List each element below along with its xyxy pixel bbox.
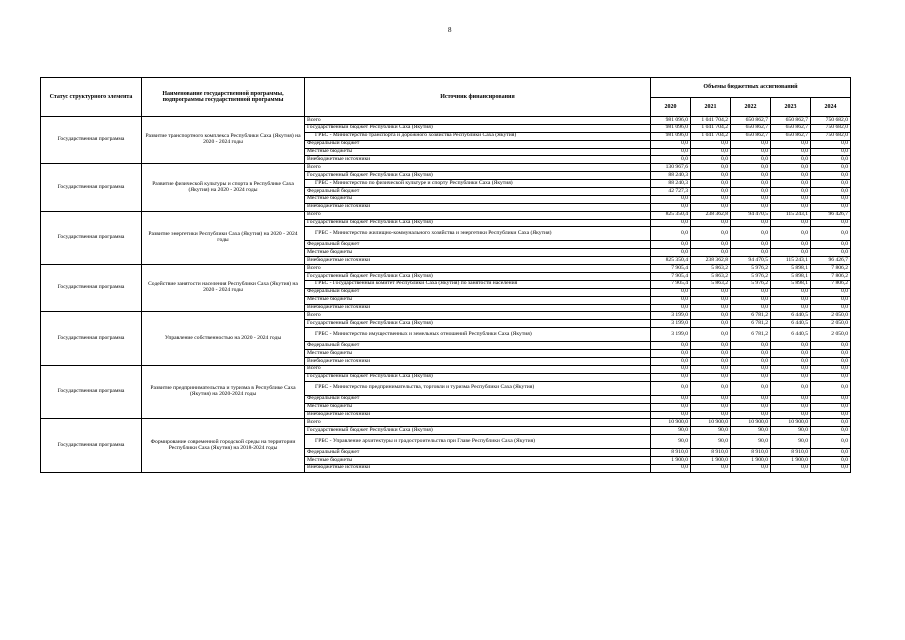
program-name: Содействие занятости населения Республики Саха (Якутия) на 2020 - 2024 годы [142,265,305,312]
budget-value: 0,0 [771,288,811,296]
budget-value: 10 900,0 [691,419,731,427]
budget-value: 0,0 [731,358,771,366]
budget-value: 5 898,1 [771,280,811,288]
budget-value: 90,0 [691,435,731,449]
budget-value: 96 426,7 [811,211,851,219]
budget-value: 88 240,3 [651,172,691,180]
budget-value: 0,0 [811,365,851,373]
budget-value: 0,0 [771,381,811,395]
funding-source: Государственный бюджет Республики Саха (Якутия) [305,219,651,227]
budget-value: 6 440,5 [771,312,811,320]
program-status: Государственная программа [41,211,142,264]
budget-value: 6 781,2 [731,312,771,320]
budget-value: 0,0 [651,358,691,366]
budget-value: 0,0 [691,180,731,188]
budget-value: 90,0 [651,427,691,435]
budget-value: 0,0 [651,249,691,257]
budget-value: 7 905,4 [651,265,691,273]
budget-value: 42 727,3 [651,188,691,196]
budget-value: 2 050,0 [811,328,851,342]
budget-value: 0,0 [651,227,691,241]
budget-value: 0,0 [771,395,811,403]
program-status: Государственная программа [41,265,142,312]
funding-source: Всего [305,164,651,172]
budget-value: 981 096,0 [651,124,691,132]
budget-value: 1 900,0 [691,457,731,465]
funding-source: Местные бюджеты [305,195,651,203]
budget-value: 90,0 [691,427,731,435]
budget-value: 0,0 [691,395,731,403]
budget-value: 0,0 [771,219,811,227]
funding-source: Местные бюджеты [305,457,651,465]
budget-value: 0,0 [651,381,691,395]
budget-value: 0,0 [691,296,731,304]
budget-value: 0,0 [731,195,771,203]
budget-value: 0,0 [771,188,811,196]
budget-value: 0,0 [811,164,851,172]
funding-source: Внебюджетные источники [305,464,651,472]
budget-value: 0,0 [691,304,731,312]
budget-value: 0,0 [731,219,771,227]
budget-value: 0,0 [651,411,691,419]
budget-value: 5 898,1 [771,273,811,281]
budget-value: 0,0 [691,156,731,164]
program-status: Государственная программа [41,117,142,164]
funding-source: ГРБС - Государственный комитет Республики Саха (Якутия) по занятости населения [305,280,651,288]
funding-source: ГРБС - Министерство транспорта и дорожного хозяйства Республики Саха (Якутия) [305,132,651,140]
budget-value: 0,0 [811,296,851,304]
header-year: 2021 [691,97,731,117]
budget-value: 981 096,0 [651,117,691,125]
budget-value: 750 682,0 [811,132,851,140]
budget-value: 0,0 [691,249,731,257]
budget-value: 0,0 [771,241,811,249]
budget-value: 96 426,7 [811,257,851,265]
budget-value: 0,0 [731,403,771,411]
table-row [41,265,851,273]
program-status: Государственная программа [41,419,142,472]
budget-value: 1 900,0 [731,457,771,465]
funding-source: Местные бюджеты [305,403,651,411]
budget-value: 0,0 [811,464,851,472]
budget-value: 0,0 [771,296,811,304]
budget-value: 0,0 [771,195,811,203]
budget-value: 1 041 704,2 [691,124,731,132]
budget-value: 0,0 [811,411,851,419]
budget-value: 94 470,5 [731,211,771,219]
budget-value: 8 910,0 [691,449,731,457]
budget-value: 0,0 [731,140,771,148]
budget-value: 3 199,0 [651,328,691,342]
budget-value: 0,0 [731,464,771,472]
program-name: Формирование современной городской среды на территории Республики Саха (Якутия) на 2018-2024 годы [142,419,305,472]
budget-value: 0,0 [811,342,851,350]
budget-value: 0,0 [691,227,731,241]
budget-value: 115 243,1 [771,211,811,219]
funding-source: Всего [305,265,651,273]
budget-value: 750 682,0 [811,117,851,125]
budget-value: 3 199,0 [651,312,691,320]
funding-source: Внебюджетные источники [305,156,651,164]
budget-value: 0,0 [811,140,851,148]
header-year: 2024 [811,97,851,117]
budget-value: 0,0 [811,241,851,249]
budget-value: 8 910,0 [731,449,771,457]
budget-value: 0,0 [811,156,851,164]
budget-value: 0,0 [731,164,771,172]
budget-value: 0,0 [811,427,851,435]
budget-value: 0,0 [731,304,771,312]
budget-value: 0,0 [651,464,691,472]
budget-value: 0,0 [651,241,691,249]
budget-value: 0,0 [771,358,811,366]
budget-value: 0,0 [691,312,731,320]
table-row [41,164,851,172]
program-name: Управление собственностью на 2020 - 2024 годы [142,312,305,365]
budget-value: 0,0 [731,296,771,304]
header-year: 2022 [731,97,771,117]
budget-value: 238 362,8 [691,257,731,265]
budget-value: 6 440,5 [771,320,811,328]
budget-value: 0,0 [691,241,731,249]
budget-value: 0,0 [651,304,691,312]
budget-value: 0,0 [811,203,851,211]
budget-value: 0,0 [651,373,691,381]
budget-value: 0,0 [771,411,811,419]
budget-value: 0,0 [691,358,731,366]
funding-source: Федеральный бюджет [305,288,651,296]
budget-value: 0,0 [691,219,731,227]
budget-value: 0,0 [651,140,691,148]
budget-value: 0,0 [771,304,811,312]
funding-source: Государственный бюджет Республики Саха (Якутия) [305,320,651,328]
budget-value: 825 350,4 [651,211,691,219]
program-name: Развитие физической культуры и спорта в Республике Саха (Якутия) на 2020 - 2024 годы [142,164,305,211]
budget-value: 0,0 [811,457,851,465]
header-volumes: Объемы бюджетных ассигнований [651,78,851,98]
budget-value: 0,0 [731,365,771,373]
budget-value: 0,0 [651,148,691,156]
budget-value: 0,0 [691,328,731,342]
budget-value: 0,0 [731,172,771,180]
budget-value: 0,0 [731,156,771,164]
budget-value: 90,0 [731,427,771,435]
budget-value: 0,0 [771,403,811,411]
budget-value: 650 862,7 [771,124,811,132]
funding-source: Федеральный бюджет [305,342,651,350]
budget-value: 0,0 [811,148,851,156]
budget-value: 0,0 [731,373,771,381]
budget-value: 0,0 [651,403,691,411]
table-body [41,117,851,473]
budget-value: 90,0 [651,435,691,449]
funding-source: ГРБС - Министерство предпринимательства, торговли и туризма Республики Саха (Якутия) [305,381,651,395]
budget-value: 650 862,7 [731,124,771,132]
funding-source: Государственный бюджет Республики Саха (Якутия) [305,273,651,281]
budget-value: 90,0 [771,435,811,449]
budget-value: 0,0 [771,172,811,180]
budget-value: 0,0 [811,419,851,427]
budget-value: 0,0 [691,172,731,180]
budget-value: 0,0 [771,249,811,257]
funding-source: ГРБС - Министерство жилищно-коммунального хозяйства и энергетики Республики Саха (Якутия) [305,227,651,241]
budget-value: 0,0 [771,140,811,148]
budget-value: 0,0 [811,172,851,180]
budget-value: 0,0 [731,203,771,211]
budget-value: 0,0 [651,219,691,227]
budget-value: 0,0 [691,288,731,296]
budget-value: 0,0 [771,350,811,358]
funding-source: ГРБС - Министерство по физической культуре и спорту Республики Саха (Якутия) [305,180,651,188]
header-status: Статус структурного элемента [41,78,142,117]
budget-value: 5 976,2 [731,273,771,281]
budget-value: 0,0 [691,373,731,381]
budget-value: 0,0 [811,180,851,188]
budget-value: 6 440,5 [771,328,811,342]
budget-value: 0,0 [691,188,731,196]
budget-value: 1 041 704,2 [691,117,731,125]
budget-value: 88 240,3 [651,180,691,188]
funding-source: Государственный бюджет Республики Саха (Якутия) [305,427,651,435]
table-row [41,312,851,320]
budget-value: 5 898,1 [771,265,811,273]
budget-table [40,77,851,473]
budget-value: 5 863,2 [691,280,731,288]
budget-value: 0,0 [771,365,811,373]
budget-value: 2 050,0 [811,320,851,328]
funding-source: Всего [305,312,651,320]
funding-source: Федеральный бюджет [305,140,651,148]
program-status: Государственная программа [41,312,142,365]
budget-value: 0,0 [811,304,851,312]
budget-value: 0,0 [691,148,731,156]
budget-value: 1 041 704,2 [691,132,731,140]
funding-source: Внебюджетные источники [305,411,651,419]
budget-value: 5 976,2 [731,265,771,273]
budget-value: 0,0 [811,435,851,449]
budget-value: 8 910,0 [651,449,691,457]
budget-value: 0,0 [691,411,731,419]
budget-value: 0,0 [691,320,731,328]
funding-source: Всего [305,117,651,125]
budget-value: 0,0 [731,288,771,296]
budget-value: 0,0 [811,188,851,196]
budget-value: 0,0 [771,148,811,156]
budget-value: 0,0 [811,373,851,381]
budget-value: 0,0 [731,148,771,156]
budget-value: 0,0 [731,249,771,257]
budget-value: 0,0 [811,195,851,203]
budget-value: 90,0 [771,427,811,435]
budget-value: 0,0 [651,156,691,164]
budget-value: 238 362,8 [691,211,731,219]
budget-value: 0,0 [771,464,811,472]
header-source: Источник финансирования [305,78,651,117]
funding-source: Местные бюджеты [305,148,651,156]
budget-value: 5 863,2 [691,273,731,281]
budget-value: 0,0 [811,395,851,403]
table-row [41,211,851,219]
budget-value: 0,0 [651,342,691,350]
budget-value: 0,0 [651,296,691,304]
table-row [41,419,851,427]
funding-source: Государственный бюджет Республики Саха (Якутия) [305,373,651,381]
budget-value: 981 096,0 [651,132,691,140]
budget-value: 0,0 [731,411,771,419]
program-name: Развитие энергетики Республики Саха (Якутия) на 2020 - 2024 годы [142,211,305,264]
budget-value: 3 199,0 [651,320,691,328]
funding-source: Федеральный бюджет [305,449,651,457]
table-row [41,117,851,125]
budget-value: 0,0 [771,203,811,211]
budget-value: 0,0 [771,373,811,381]
budget-value: 0,0 [811,249,851,257]
budget-value: 6 781,2 [731,328,771,342]
budget-value: 0,0 [771,180,811,188]
budget-value: 0,0 [691,140,731,148]
budget-value: 7 806,2 [811,265,851,273]
budget-value: 0,0 [811,358,851,366]
budget-value: 0,0 [651,365,691,373]
budget-value: 10 900,0 [731,419,771,427]
budget-value: 0,0 [731,188,771,196]
budget-value: 94 470,5 [731,257,771,265]
funding-source: ГРБС - Управление архитектуры и градостроительства при Главе Республики Саха (Якутия) [305,435,651,449]
budget-value: 0,0 [771,342,811,350]
budget-value: 0,0 [651,288,691,296]
funding-source: Государственный бюджет Республики Саха (Якутия) [305,172,651,180]
funding-source: Всего [305,419,651,427]
funding-source: Государственный бюджет Республики Саха (Якутия) [305,124,651,132]
budget-value: 0,0 [731,342,771,350]
program-status: Государственная программа [41,164,142,211]
funding-source: ГРБС - Министерство имущественных и земельных отношений Республики Саха (Якутия) [305,328,651,342]
budget-value: 0,0 [811,403,851,411]
program-name: Развитие транспортного комплекса Республики Саха (Якутия) на 2020 - 2024 годы [142,117,305,164]
budget-value: 10 900,0 [651,419,691,427]
header-year: 2020 [651,97,691,117]
budget-value: 650 862,7 [771,132,811,140]
budget-value: 0,0 [731,350,771,358]
budget-value: 0,0 [691,350,731,358]
budget-value: 0,0 [651,395,691,403]
budget-value: 0,0 [651,203,691,211]
budget-value: 650 862,7 [731,132,771,140]
funding-source: Местные бюджеты [305,249,651,257]
funding-source: Всего [305,211,651,219]
budget-value: 2 050,0 [811,312,851,320]
budget-value: 115 243,1 [771,257,811,265]
budget-value: 1 900,0 [771,457,811,465]
budget-value: 0,0 [651,195,691,203]
budget-value: 0,0 [811,219,851,227]
budget-value: 0,0 [691,464,731,472]
header-year: 2023 [771,97,811,117]
budget-value: 750 682,0 [811,124,851,132]
funding-source: Федеральный бюджет [305,395,651,403]
budget-value: 7 806,2 [811,273,851,281]
budget-value: 0,0 [691,381,731,395]
budget-value: 0,0 [731,395,771,403]
budget-value: 130 967,6 [651,164,691,172]
funding-source: Местные бюджеты [305,296,651,304]
budget-value: 7 806,2 [811,280,851,288]
funding-source: Федеральный бюджет [305,188,651,196]
budget-value: 0,0 [811,449,851,457]
budget-value: 8 910,0 [771,449,811,457]
budget-value: 0,0 [811,288,851,296]
budget-value: 5 863,2 [691,265,731,273]
budget-value: 10 900,0 [771,419,811,427]
budget-value: 0,0 [691,403,731,411]
budget-value: 0,0 [691,195,731,203]
table-row [41,365,851,373]
budget-value: 1 900,0 [651,457,691,465]
budget-value: 0,0 [731,381,771,395]
budget-value: 0,0 [731,227,771,241]
funding-source: Внебюджетные источники [305,358,651,366]
funding-source: Внебюджетные источники [305,257,651,265]
funding-source: Внебюджетные источники [305,304,651,312]
budget-value: 0,0 [811,350,851,358]
program-name: Развитие предпринимательства и туризма в Республике Саха (Якутия) на 2020-2024 годы [142,365,305,418]
budget-value: 0,0 [691,342,731,350]
budget-value: 0,0 [771,227,811,241]
budget-value: 6 781,2 [731,320,771,328]
funding-source: Местные бюджеты [305,350,651,358]
program-status: Государственная программа [41,365,142,418]
funding-source: Всего [305,365,651,373]
budget-value: 0,0 [811,381,851,395]
budget-value: 650 862,7 [731,117,771,125]
header-name: Наименование государственной программы, подпрограммы государственной программы [142,78,305,117]
budget-value: 0,0 [651,350,691,358]
budget-value: 0,0 [731,241,771,249]
funding-source: Внебюджетные источники [305,203,651,211]
budget-value: 5 976,2 [731,280,771,288]
page-number: 8 [448,26,452,34]
budget-value: 0,0 [691,365,731,373]
budget-value: 0,0 [731,180,771,188]
budget-value: 0,0 [691,164,731,172]
budget-value: 0,0 [811,227,851,241]
budget-value: 7 905,4 [651,273,691,281]
budget-value: 825 350,4 [651,257,691,265]
budget-value: 90,0 [731,435,771,449]
budget-value: 7 905,4 [651,280,691,288]
budget-value: 0,0 [771,164,811,172]
budget-value: 0,0 [691,203,731,211]
budget-value: 650 862,7 [771,117,811,125]
funding-source: Федеральный бюджет [305,241,651,249]
budget-value: 0,0 [771,156,811,164]
